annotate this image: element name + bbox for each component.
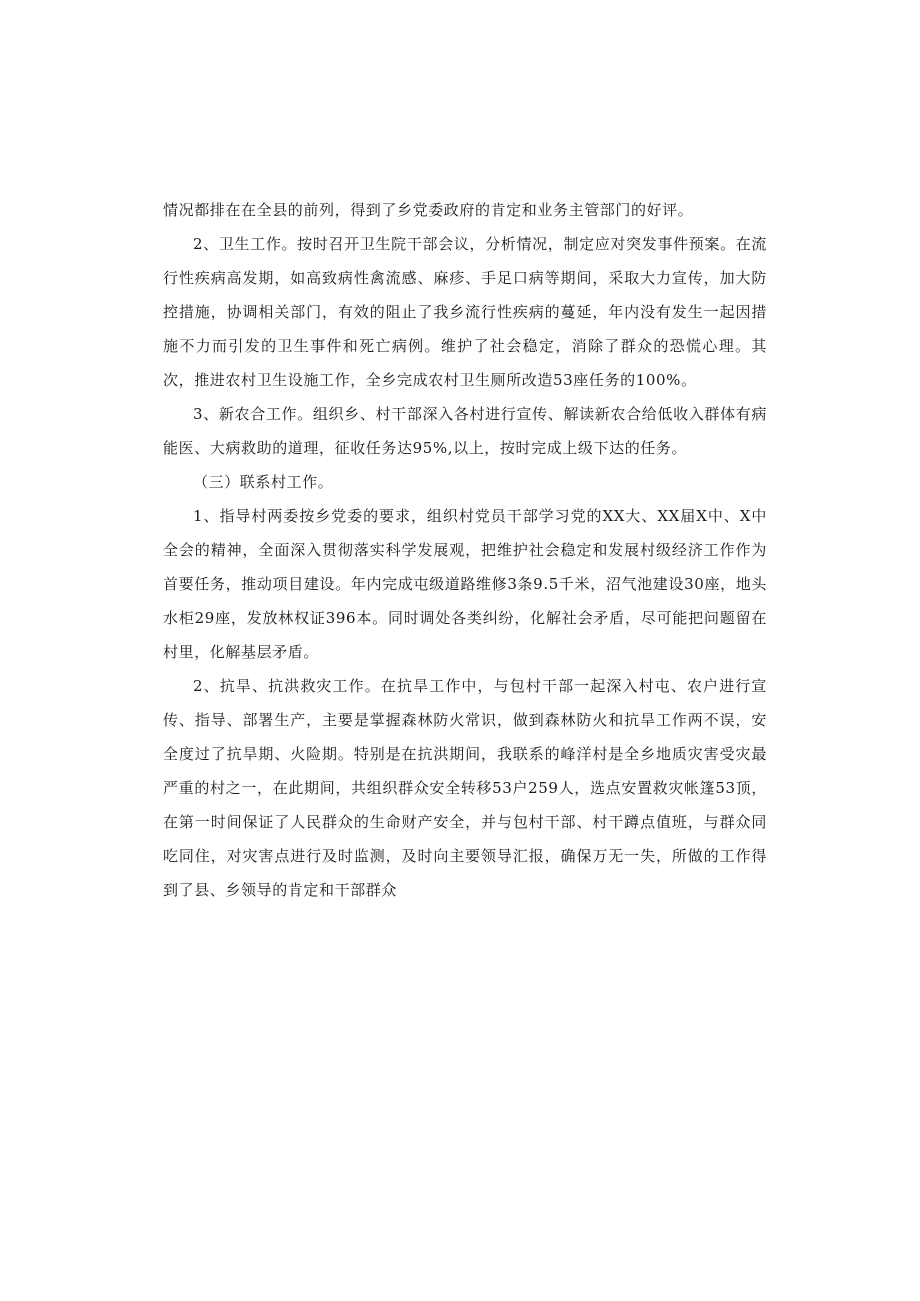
- paragraph-rural-cooperative: 3、新农合工作。组织乡、村干部深入各村进行宣传、解读新农合给低收入群体有病能医、大病救助的道理，征收任务达95%,以上，按时完成上级下达的任务。: [163, 405, 767, 457]
- paragraph-village-guidance: 1、指导村两委按乡党委的要求，组织村党员干部学习党的XX大、XX届X中、X中全会的精神，全面深入贯彻落实科学发展观，把维护社会稳定和发展村级经济工作作为首要任务，推动项目建设。年内完成屯级道路维修3条9.5千米，沼气池建设30座，地头水柜29座，发放林权证396本。同时调处各类纠纷，化解社会矛盾，尽可能把问题留在村里，化解基层矛盾。: [163, 507, 767, 661]
- paragraph-continuation: 情况都排在在全县的前列，得到了乡党委政府的肯定和业务主管部门的好评。: [163, 201, 694, 219]
- document-body: [163, 193, 767, 907]
- paragraph-health-work: 2、卫生工作。按时召开卫生院干部会议，分析情况，制定应对突发事件预案。在流行性疾病高发期，如高致病性禽流感、麻疹、手足口病等期间，采取大力宣传，加大防控措施，协调相关部门，有效的阻止了我乡流行性疾病的蔓延，年内没有发生一起因措施不力而引发的卫生事件和死亡病例。维护了社会稳定，消除了群众的恐慌心理。其次，推进农村卫生设施工作，全乡完成农村卫生厕所改造53座任务的100%。: [163, 235, 767, 389]
- section-heading-village-liaison: （三）联系村工作。: [193, 473, 334, 491]
- paragraph-disaster-relief: 2、抗旱、抗洪救灾工作。在抗旱工作中，与包村干部一起深入村屯、农户进行宣传、指导、部署生产，主要是掌握森林防火常识，做到森林防火和抗旱工作两不误，安全度过了抗旱期、火险期。特别是在抗洪期间，我联系的峰洋村是全乡地质灾害受灾最严重的村之一，在此期间，共组织群众安全转移53户259人，选点安置救灾帐篷53顶，在第一时间保证了人民群众的生命财产安全，并与包村干部、村干蹲点值班，与群众同吃同住，对灾害点进行及时监测，及时向主要领导汇报，确保万无一失，所做的工作得到了县、乡领导的肯定和干部群众: [163, 677, 767, 899]
